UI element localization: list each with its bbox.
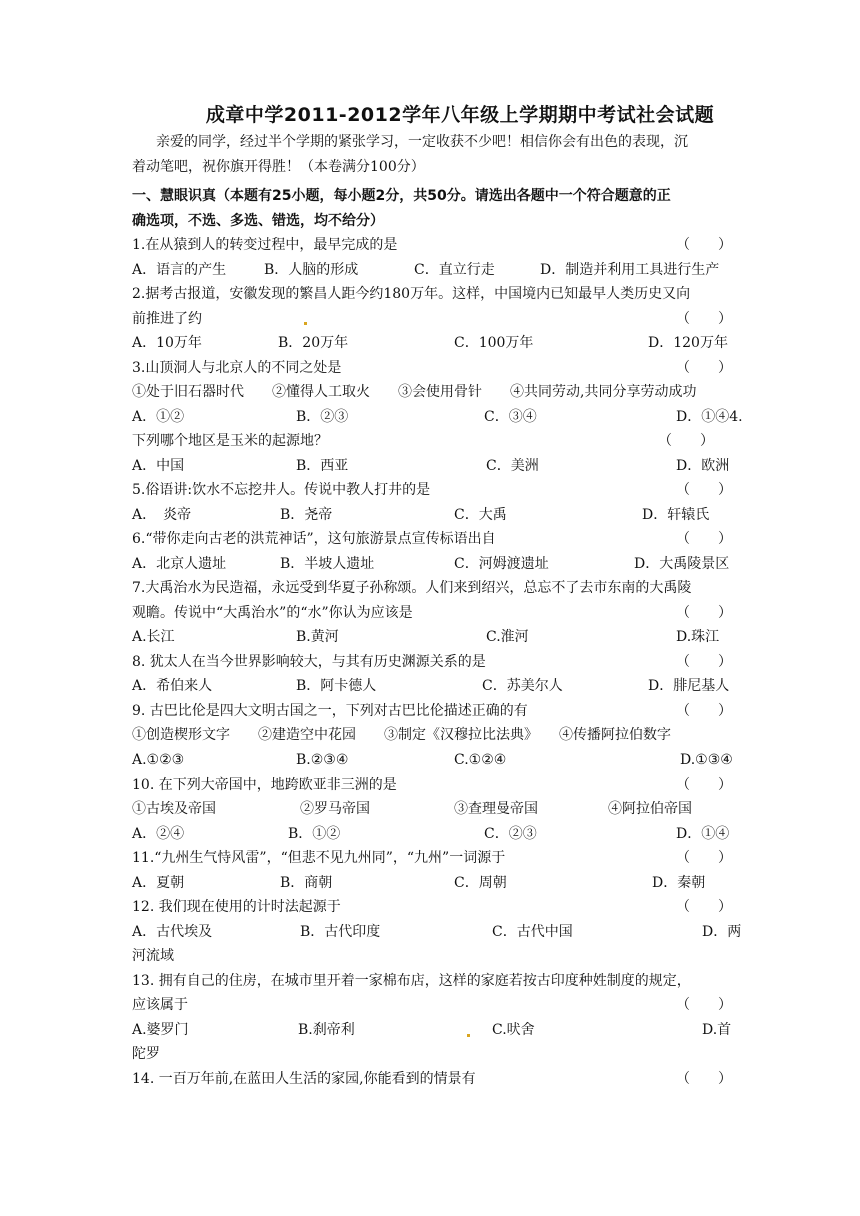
question-8-stem: 8. 犹太人在当今世界影响较大，与其有历史渊源关系的是 （ ） (132, 650, 732, 675)
option-a: A．北京人遗址 (132, 556, 227, 572)
answer-bracket: （ ） (676, 605, 732, 621)
option-b: B.黄河 (296, 629, 339, 645)
option-d: D．两 (702, 924, 742, 940)
option-c: C．古代中国 (492, 924, 573, 940)
option-b: B．阿卡德人 (296, 678, 377, 694)
question-6-options (132, 552, 732, 577)
section-heading-line-2: 确选项，不选、多选、错选，均不给分） (132, 213, 384, 229)
answer-bracket: （ ） (676, 531, 732, 547)
answer-bracket: （ ） (676, 997, 732, 1013)
option-d: D．腓尼基人 (648, 678, 730, 694)
answer-bracket: （ ） (676, 654, 732, 670)
section-heading-line-1: 一、慧眼识真（本题有25小题，每小题2分，共50分。请选出各题中一个符合题意的正 (132, 188, 671, 204)
question-13-options (132, 1018, 732, 1043)
option-d: D．①④ (676, 826, 730, 842)
question-11-stem: 11.“九州生气恃风雷”，“但悲不见九州同”，“九州”一词源于 （ ） (132, 846, 732, 871)
question-9-statements: ①创造楔形文字 ②建造空中花园 ③制定《汉穆拉比法典》 ④传播阿拉伯数字 (132, 727, 671, 743)
question-4-options (132, 454, 732, 479)
scan-speck (304, 322, 307, 325)
option-b: B．②③ (296, 409, 349, 425)
option-b: B．尧帝 (280, 507, 333, 523)
option-d: D．欧洲 (676, 458, 730, 474)
option-b: B．人脑的形成 (264, 262, 359, 278)
question-9-stem: 9. 古巴比伦是四大文明古国之一，下列对古巴比伦描述正确的有 （ ） (132, 699, 732, 724)
page-title: 成章中学2011-2012学年八年级上学期期中考试社会试题 (205, 104, 715, 126)
option-d: D．①④4. (676, 409, 743, 425)
question-12-option-d-wrap: 河流域 (132, 948, 174, 964)
question-11-options (132, 871, 732, 896)
question-13-stem: 13. 拥有自己的住房，在城市里开着一家棉布店，这样的家庭若按古印度种姓制度的规定， (132, 973, 691, 989)
option-a: A.婆罗门 (132, 1022, 189, 1038)
intro-line-2: 着动笔吧，祝你旗开得胜！（本卷满分100分） (132, 159, 425, 175)
option-c: C．直立行走 (414, 262, 495, 278)
question-2-stem: 2.据考古报道，安徽发现的繁昌人距今约180万年。这样，中国境内已知最早人类历史又向 (132, 286, 691, 302)
option-c: C．100万年 (454, 335, 534, 351)
option-b: B．半坡人遗址 (280, 556, 375, 572)
answer-bracket: （ ） (658, 433, 714, 449)
question-1-options (132, 258, 732, 283)
option-a: A． 炎帝 (132, 507, 192, 523)
option-d: D．120万年 (648, 335, 728, 351)
question-5-options (132, 503, 732, 528)
option-a: A.长江 (132, 629, 175, 645)
option-a: A．中国 (132, 458, 185, 474)
option-d: D.首 (702, 1022, 732, 1038)
option-b: B．古代印度 (300, 924, 381, 940)
scan-speck (467, 1034, 470, 1037)
question-12-stem: 12. 我们现在使用的计时法起源于 （ ） (132, 895, 732, 920)
option-b: B.②③④ (296, 752, 349, 768)
option-d: D.①③④ (680, 752, 733, 768)
question-14-stem: 14. 一百万年前,在蓝田人生活的家园,你能看到的情景有 （ ） (132, 1067, 732, 1092)
question-7-stem: 7.大禹治水为民造福，永远受到华夏子孙称颂。人们来到绍兴，总忘不了去市东南的大禹陵 (132, 580, 692, 596)
option-d: D.珠江 (676, 629, 720, 645)
option-c: C．苏美尔人 (482, 678, 563, 694)
option-a: A．夏朝 (132, 875, 185, 891)
question-2-stem-cont: 前推进了约 （ ） (132, 307, 732, 332)
option-a: A．10万年 (132, 335, 202, 351)
option-d: D．大禹陵景区 (634, 556, 730, 572)
question-10-stem: 10. 在下列大帝国中，地跨欧亚非三洲的是 （ ） (132, 773, 732, 798)
option-a: A．语言的产生 (132, 262, 227, 278)
option-c: C.①②④ (454, 752, 507, 768)
question-8-options (132, 674, 732, 699)
question-13-stem-cont: 应该属于 （ ） (132, 993, 732, 1018)
option-d: D．制造并利用工具进行生产 (540, 262, 720, 278)
question-3-statements: ①处于旧石器时代 ②懂得人工取火 ③会使用骨针 ④共同劳动,共同分享劳动成功 (132, 384, 697, 400)
option-c: C．③④ (484, 409, 537, 425)
answer-bracket: （ ） (676, 482, 732, 498)
option-d: D．轩辕氏 (642, 507, 710, 523)
option-c: C.吠舍 (492, 1022, 535, 1038)
option-a: A.①②③ (132, 752, 185, 768)
question-7-stem-cont: 观瞻。传说中“大禹治水”的“水”你认为应该是 （ ） (132, 601, 732, 626)
answer-bracket: （ ） (676, 777, 732, 793)
option-b: B.刹帝利 (298, 1022, 355, 1038)
question-10-statements: ①古埃及帝国 ②罗马帝国 ③查理曼帝国 ④阿拉伯帝国 (132, 801, 692, 817)
option-a: A．②④ (132, 826, 185, 842)
option-b: B．20万年 (278, 335, 349, 351)
question-9-options (132, 748, 732, 773)
question-2-options (132, 331, 732, 356)
option-c: C．②③ (484, 826, 537, 842)
option-a: A．①② (132, 409, 185, 425)
question-7-options (132, 625, 732, 650)
option-b: B．西亚 (296, 458, 349, 474)
question-1-stem: 1.在从猿到人的转变过程中，最早完成的是 （ ） (132, 233, 732, 258)
option-b: B．商朝 (280, 875, 333, 891)
question-4-stem: 下列哪个地区是玉米的起源地？ （ ） (132, 429, 732, 454)
answer-bracket: （ ） (676, 899, 732, 915)
question-13-option-d-wrap: 陀罗 (132, 1046, 160, 1062)
question-12-options (132, 920, 742, 945)
question-3-stem: 3.山顶洞人与北京人的不同之处是 （ ） (132, 356, 732, 381)
option-a: A．希伯来人 (132, 678, 213, 694)
question-6-stem: 6.“带你走向古老的洪荒神话”，这句旅游景点宣传标语出自 （ ） (132, 527, 732, 552)
option-c: C．周朝 (454, 875, 507, 891)
question-10-options (132, 822, 732, 847)
answer-bracket: （ ） (676, 360, 732, 376)
option-c: C．美洲 (486, 458, 539, 474)
question-5-stem: 5.俗语讲:饮水不忘挖井人。传说中教人打井的是 （ ） (132, 478, 732, 503)
option-c: C.淮河 (486, 629, 529, 645)
option-c: C．大禹 (454, 507, 507, 523)
intro-line-1: 亲爱的同学，经过半个学期的紧张学习，一定收获不少吧！相信你会有出色的表现，沉 (156, 134, 688, 150)
option-d: D．秦朝 (652, 875, 706, 891)
answer-bracket: （ ） (676, 311, 732, 327)
answer-bracket: （ ） (676, 1071, 732, 1087)
answer-bracket: （ ） (676, 850, 732, 866)
option-b: B．①② (288, 826, 341, 842)
option-c: C．河姆渡遗址 (454, 556, 549, 572)
answer-bracket: （ ） (676, 237, 732, 253)
answer-bracket: （ ） (676, 703, 732, 719)
option-a: A．古代埃及 (132, 924, 213, 940)
question-3-options (132, 405, 743, 430)
